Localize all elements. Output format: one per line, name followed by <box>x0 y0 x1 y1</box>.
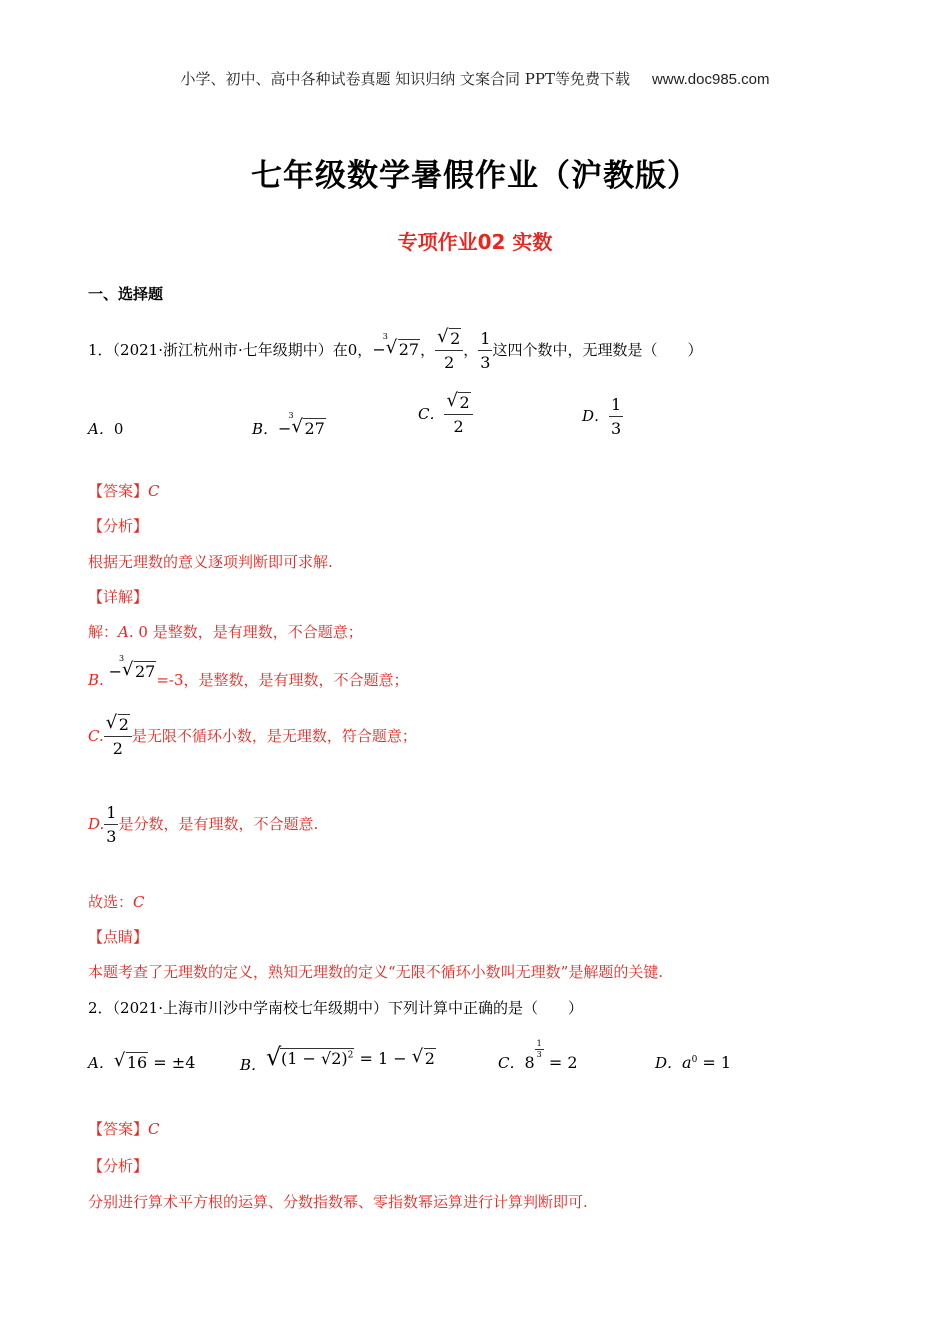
header-text: 小学、初中、高中各种试卷真题 知识归纳 文案合同 PPT等免费下载 <box>180 70 630 88</box>
q1-detail-d <box>88 805 318 845</box>
q1-sep1: ， <box>420 341 436 359</box>
option-label: B． <box>252 420 279 438</box>
detail-sqrt2-over-2: √ 2 2 <box>104 717 132 757</box>
detail-neg: − <box>108 662 122 681</box>
option-base: a <box>682 1053 692 1072</box>
q2-analysis: 分别进行算术平方根的运算、分数指数幂、零指数幂运算进行计算判断即可. <box>88 1193 588 1211</box>
detail-label: D. <box>88 815 105 833</box>
option-neg: − <box>278 419 292 438</box>
q1-comment-tag: 【点睛】 <box>88 928 149 946</box>
radicand: 27 <box>398 340 420 359</box>
page-subtitle: 专项作业02 实数 <box>397 230 553 254</box>
detail-label: C. <box>88 727 104 745</box>
denominator: 3 <box>478 350 492 371</box>
option-label: C． <box>498 1054 525 1072</box>
q1-option-c[interactable] <box>418 390 473 436</box>
detail-text: 是无限不循环小数，是无理数，符合题意； <box>131 727 417 745</box>
option-label: D． <box>655 1054 683 1072</box>
page-header <box>0 68 950 89</box>
option-rest: = 1 − <box>354 1049 412 1068</box>
q1-option-d[interactable] <box>582 397 623 437</box>
q1-answer <box>88 480 160 501</box>
choice-value: C <box>133 893 145 911</box>
header-site[interactable]: www.doc985.com <box>651 71 770 88</box>
detail-prefix: 解： <box>88 623 119 641</box>
q2-option-d[interactable] <box>655 1052 731 1073</box>
option-power: 8 $\frac{1}{3}$ <box>524 1039 542 1072</box>
q2-option-c[interactable] <box>498 1039 578 1073</box>
q1-stem-a: 1．（2021·浙江杭州市·七年级期中）在0， <box>88 341 373 359</box>
page-title: 七年级数学暑假作业（沪教版） <box>251 158 699 194</box>
radicand: 2 <box>450 329 461 348</box>
option-rest: = ±4 <box>148 1053 196 1072</box>
q1-detail-tag: 【详解】 <box>88 588 149 606</box>
option-label: B． <box>240 1056 267 1074</box>
option-sqrt2: √ 2 <box>411 1046 435 1068</box>
q1-option-a[interactable] <box>88 418 123 439</box>
answer-value: C <box>148 482 160 500</box>
q1-sqrt2: √ 2 <box>437 326 461 348</box>
option-value: 0 <box>113 420 124 438</box>
q1-detail-c <box>88 712 417 758</box>
q2-stem: 2．（2021·上海市川沙中学南校七年级期中）下列计算中正确的是（ ） <box>88 999 583 1017</box>
radical-index: 3 <box>382 332 388 341</box>
option-sqrt2-over-2: √ 2 2 <box>444 395 472 435</box>
denominator: 2 <box>435 350 463 371</box>
option-label: D． <box>582 407 610 425</box>
q2-analysis-tag: 【分析】 <box>88 1157 149 1175</box>
q1-option-b[interactable] <box>252 411 326 439</box>
q1-choice <box>88 891 145 912</box>
radical-sign: √ <box>385 337 398 358</box>
detail-text: =-3，是整数，是有理数，不合题意； <box>156 671 409 689</box>
q1-cbrt27 <box>382 332 420 359</box>
q1-comment: 本题考查了无理数的定义，熟知无理数的定义“无限不循环小数叫无理数”是解题的关键. <box>88 963 664 981</box>
q1-detail-b <box>88 654 409 689</box>
option-label: A． <box>88 1054 114 1072</box>
answer-value: C <box>148 1120 160 1138</box>
choice-prefix: 故选： <box>88 893 134 911</box>
q2-answer <box>88 1118 160 1139</box>
detail-label: B. <box>88 671 104 689</box>
option-sqrt16: √ 16 <box>113 1050 148 1072</box>
option-exp: 0 <box>691 1055 698 1065</box>
q1-sep2: ， <box>463 341 479 359</box>
q1-analysis-tag: 【分析】 <box>88 517 149 535</box>
option-rest: = 1 <box>697 1053 732 1072</box>
option-rest: = 2 <box>543 1053 578 1072</box>
detail-text: 0 是整数，是有理数，不合题意； <box>133 623 363 641</box>
q2-option-b[interactable] <box>240 1043 436 1074</box>
detail-cbrt27: 3 √ 27 <box>118 654 156 681</box>
option-sqrt-sq: √ $(1 - √2)^2$ <box>266 1043 354 1071</box>
q2-option-a[interactable] <box>88 1052 195 1073</box>
answer-tag: 【答案】 <box>88 1120 149 1138</box>
option-cbrt27: 3 √ 27 <box>288 411 325 438</box>
detail-text: 是分数，是有理数，不合题意. <box>118 815 319 833</box>
q1-sqrt2-over-2 <box>435 326 463 372</box>
detail-label: A. <box>118 623 134 641</box>
option-one-third: $\frac{1}{3}$ <box>611 395 622 438</box>
detail-one-third: $\frac{1}{3}$ <box>106 803 117 846</box>
q1-stem <box>88 326 703 372</box>
q1-neg: − <box>372 340 386 359</box>
option-label: A． <box>88 420 114 438</box>
q1-detail-a <box>88 621 363 642</box>
answer-tag: 【答案】 <box>88 482 149 500</box>
option-label: C． <box>418 405 445 423</box>
numerator: 1 <box>480 329 491 348</box>
section-heading: 一、选择题 <box>88 285 164 303</box>
q1-stem-b: 这四个数中，无理数是（ ） <box>492 341 703 359</box>
q1-one-third <box>478 331 492 371</box>
q1-analysis: 根据无理数的意义逐项判断即可求解. <box>88 553 333 571</box>
